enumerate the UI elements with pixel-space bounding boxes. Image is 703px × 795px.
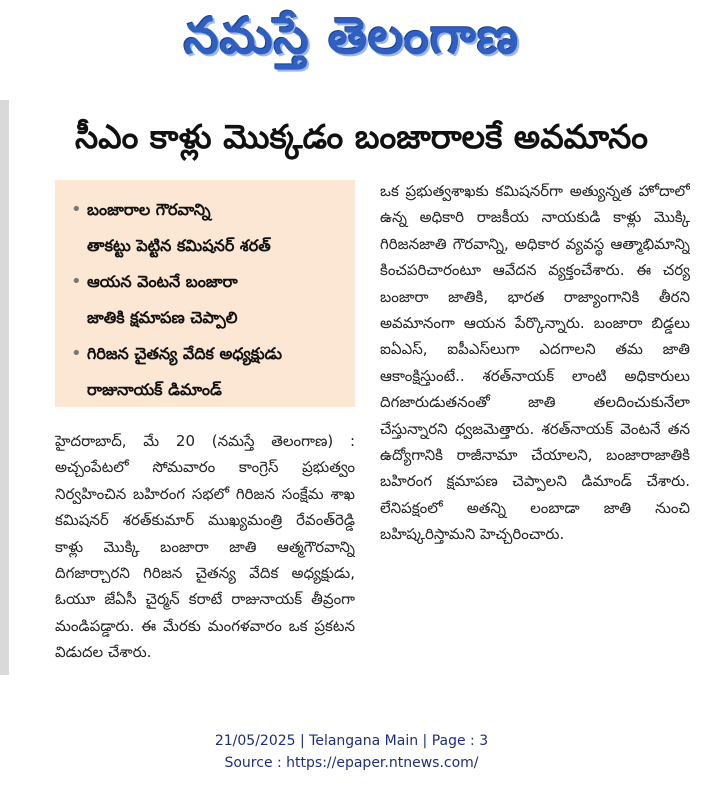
article-body-left-column: హైదరాబాద్, మే 20 (నమస్తే తెలంగాణ) : అచ్చంపేటలో సోమవారం కాంగ్రెస్ ప్రభుత్వం నిర్వహించిన బహిరంగ సభలో గిరిజన సంక్షేమ శాఖ కమిషనర్ శరత్‌కుమార్ ముఖ్యమంత్రి రేవంత్‌రెడ్డి కాళ్లు మొక్కి బంజారా జాతి ఆత్మగౌరవాన్ని దిగజార్చారని గిరిజన చైతన్య వేదిక అధ్యక్షుడు, ఓయూ జేఏసీ చైర్మన్ కరాటే రాజునాయక్ తీవ్రంగా మండిపడ్డారు. ఈ మేరకు మంగళవారం ఒక ప్రకటన విడుదల చేశారు.	[55, 432, 355, 662]
highlight-line: బంజారాల గౌరవాన్ని	[87, 200, 211, 219]
highlight-text	[87, 336, 282, 408]
highlight-line: ఆయన వెంటనే బంజారా	[87, 272, 238, 291]
edition-info: 21/05/2025 | Telangana Main | Page : 3	[214, 733, 489, 749]
highlight-item	[71, 264, 345, 336]
newspaper-logo: నమస్తే తెలంగాణ	[183, 6, 520, 65]
masthead	[0, 0, 703, 84]
bullet-icon: •	[71, 271, 82, 292]
bullet-icon: •	[71, 343, 82, 364]
source-footer	[0, 730, 703, 774]
highlight-line: రాజునాయక్ డిమాండ్	[87, 380, 222, 399]
bullet-icon: •	[71, 199, 82, 220]
highlight-text	[87, 264, 238, 336]
article-headline: సీఎం కాళ్లు మొక్కడం బంజారాలకే అవమానం	[74, 116, 649, 156]
highlight-text	[87, 192, 271, 264]
highlight-item	[71, 192, 345, 264]
article-body-right-column: ఒక ప్రభుత్వశాఖకు కమిషనర్‌గా అత్యున్నత హోదాలో ఉన్న అధికారి రాజకీయ నాయకుడి కాళ్లు మొక్కి గిరిజనజాతి గౌరవాన్ని, అధికార వ్యవస్థ ఆత్మాభిమాన్ని కించపరిచారంటూ ఆవేదన వ్యక్తంచేశారు. ఈ చర్య బంజారా జాతికి, భారత రాజ్యాంగానికి తీరని అవమానంగా ఆయన పేర్కొన్నారు. బంజారా బిడ్డలు ఐఏఎస్, ఐపీఎస్‌లుగా ఎదగాలని తమ జాతి ఆకాంక్షిస్తుంటే.. శరత్‌నాయక్ లాంటి అధికారులు దిగజారుడుతనంతో జాతి తలదించుకునేలా చేస్తున్నారని ధ్వజమెత్తారు. శరత్‌నాయక్ వెంటనే తన ఉద్యోగానికి రాజీనామా చేయాలని, బంజారాజాతికి బహిరంగ క్షమాపణ చెప్పాలని డిమాండ్ చేశారు. లేనిపక్షంలో అతన్ని లంబాడా జాతి నుంచి బహిష్కరిస్తామని హెచ్చరించారు.	[380, 182, 690, 544]
source-url: Source : https://epaper.ntnews.com/	[224, 755, 479, 771]
highlight-line: గిరిజన చైతన్య వేదిక అధ్యక్షుడు	[87, 344, 283, 363]
left-margin-bar	[0, 100, 9, 675]
highlights-box	[55, 180, 355, 407]
highlight-item	[71, 336, 345, 408]
highlight-line: తాకట్టు పెట్టిన కమిషనర్ శరత్	[87, 236, 271, 255]
highlight-line: జాతికి క్షమాపణ చెప్పాలి	[87, 308, 238, 327]
